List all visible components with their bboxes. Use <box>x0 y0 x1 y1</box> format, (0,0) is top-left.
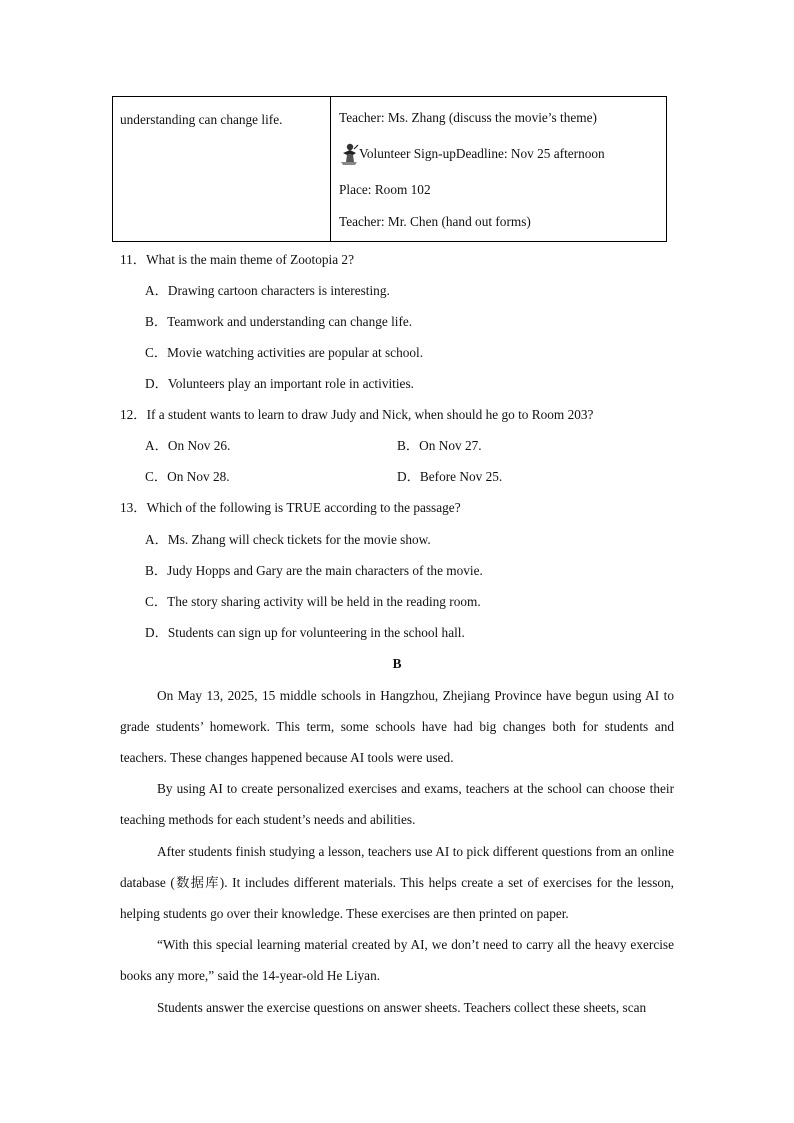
q12-option-d: D．Before Nov 25. <box>397 469 503 484</box>
section-heading-b: B <box>392 656 402 671</box>
q13-option-b: B．Judy Hopps and Gary are the main characters of the movie. <box>145 563 483 578</box>
q13-option-d: D．Students can sign up for volunteering in the school hall. <box>145 625 465 640</box>
question-13: 13．Which of the following is TRUE according to the passage? <box>120 500 461 515</box>
q13-option-c: C．The story sharing activity will be held in the reading room. <box>145 594 481 609</box>
q11-option-a: A．Drawing cartoon characters is interesting. <box>145 283 390 298</box>
q12-option-b: B．On Nov 27. <box>397 438 482 453</box>
teacher-chen-line: Teacher: Mr. Chen (hand out forms) <box>339 214 531 229</box>
q11-option-d: D．Volunteers play an important role in activities. <box>145 376 414 391</box>
place-line: Place: Room 102 <box>339 182 431 197</box>
volunteer-signup-text: Volunteer Sign-upDeadline: Nov 25 afternoon <box>359 146 605 161</box>
paragraph-1: On May 13, 2025, 15 middle schools in Hangzhou, Zhejiang Province have begun using AI to grade students’ homework. This term, some schools have had big changes both for students and teachers. These changes happened because AI tools were used. <box>120 688 674 766</box>
q11-option-b: B．Teamwork and understanding can change life. <box>145 314 413 329</box>
paragraph-2: By using AI to create personalized exercises and exams, teachers at the school can choose their teaching methods for each student’s needs and abilities. <box>120 781 674 828</box>
paragraph-3: After students finish studying a lesson, teachers use AI to pick different questions from an online database (数据库). It includes different materials. This helps create a set of exercises for the lesson, helping students go over their knowledge. These exercises are then printed on paper. <box>120 844 674 922</box>
table-right-cell <box>331 97 666 241</box>
question-12: 12．If a student wants to learn to draw Judy and Nick, when should he go to Room 203? <box>120 407 594 422</box>
volunteer-signup-line <box>339 144 605 164</box>
q11-option-c: C．Movie watching activities are popular at school. <box>145 345 424 360</box>
q13-option-a: A．Ms. Zhang will check tickets for the movie show. <box>145 532 431 547</box>
paragraph-4: “With this special learning material created by AI, we don’t need to carry all the heavy exercise books any more,” said the 14-year-old He Liyan. <box>120 937 674 984</box>
question-11: 11．What is the main theme of Zootopia 2? <box>120 252 354 267</box>
volunteer-clipart-icon <box>339 142 359 166</box>
q12-option-c: C．On Nov 28. <box>145 469 230 484</box>
paragraph-5: Students answer the exercise questions on answer sheets. Teachers collect these sheets, scan <box>157 1000 647 1015</box>
q12-option-a: A．On Nov 26. <box>145 438 231 453</box>
activity-table <box>112 96 667 242</box>
teacher-zhang-line: Teacher: Ms. Zhang (discuss the movie’s theme) <box>339 110 597 125</box>
table-left-cell <box>113 97 331 241</box>
left-cell-text: understanding can change life. <box>120 112 283 127</box>
